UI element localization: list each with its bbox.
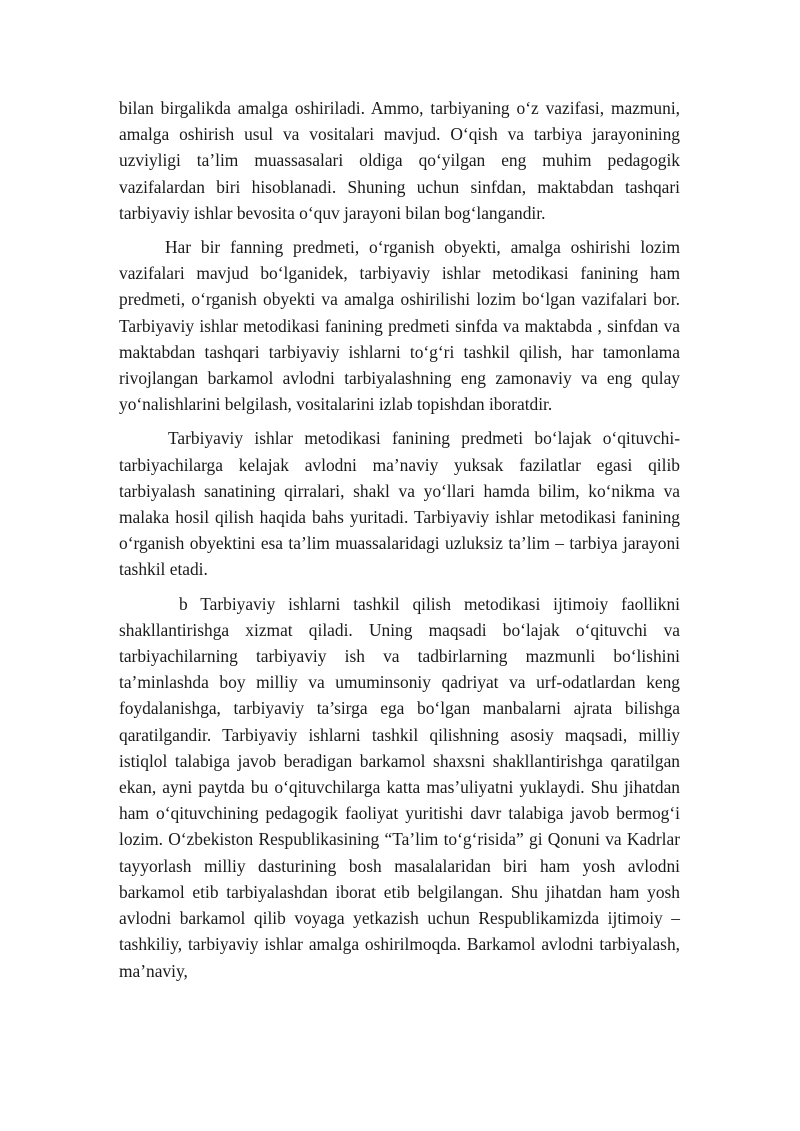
paragraph-4: b Tarbiyaviy ishlarni tashkil qilish metodikasi ijtimoiy faollikni shakllantirishga xizmat qiladi. Uning maqsadi bo‘lajak o‘qituvchi va tarbiyachilarning tarbiyaviy ish va tadbirlarning mazmunli bo‘lishini ta’minlashda boy milliy va umuminsoniy qadriyat va urf-odatlardan keng foydalanishga, tarbiyaviy ta’sirga ega bo‘lgan manbalarni ajrata bilishga qaratilgandir. Tarbiyaviy ishlarni tashkil qilishning asosiy maqsadi, milliy istiqlol talabiga javob beradigan barkamol shaxsni shakllantirishga qaratilgan ekan, ayni paytda bu o‘qituvchilarga katta mas’uliyatni yuklaydi. Shu jihatdan ham o‘qituvchining pedagogik faoliyat yuritishi davr talabiga javob bermog‘i lozim. O‘zbekiston Respublikasining “Ta’lim to‘g‘risida” gi Qonuni va Kadrlar tayyorlash milliy dasturining bosh masalalaridan biri ham yosh avlodni barkamol etib tarbiyalashdan iborat etib belgilangan. Shu jihatdan ham yosh avlodni barkamol qilib voyaga yetkazish uchun Respublikamizda ijtimoiy – tashkiliy, tarbiyaviy ishlar amalga oshirilmoqda. Barkamol avlodni tarbiyalash, ma’naviy, (119, 593, 680, 981)
document-page (119, 95, 680, 984)
paragraph-3: Tarbiyaviy ishlar metodikasi fanining predmeti bo‘lajak o‘qituvchi-tarbiyachilarga kelajak avlodni ma’naviy yuksak fazilatlar egasi qilib tarbiyalash sanatining qirralari, shakl va yo‘llari hamda bilim, ko‘nikma va malaka hosil qilish haqida bahs yuritadi. Tarbiyaviy ishlar metodikasi fanining o‘rganish obyektini esa ta’lim muassalaridagi uzluksiz ta’lim – tarbiya jarayoni tashkil etadi. (119, 428, 680, 580)
paragraph-1: bilan birgalikda amalga oshiriladi. Ammo, tarbiyaning o‘z vazifasi, mazmuni, amalga oshirish usul va vositalari mavjud. O‘qish va tarbiya jarayonining uzviyligi ta’lim muassasalari oldiga qo‘yilgan eng muhim pedagogik vazifalardan biri hisoblanadi. Shuning uchun sinfdan, maktabdan tashqari tarbiyaviy ishlar bevosita o‘quv jarayoni bilan bog‘langandir. (119, 98, 680, 223)
paragraph-2: Har bir fanning predmeti, o‘rganish obyekti, amalga oshirishi lozim vazifalari mavjud bo‘lganidek, tarbiyaviy ishlar metodikasi fanining ham predmeti, o‘rganish obyekti va amalga oshirilishi lozim bo‘lgan vazifalari bor. Tarbiyaviy ishlar metodikasi fanining predmeti sinfda va maktabda , sinfdan va maktabdan tashqari tarbiyaviy ishlarni to‘g‘ri tashkil qilish, har tamonlama rivojlangan barkamol avlodni tarbiyalashning eng zamonaviy va eng qulay yo‘nalishlarini belgilash, vositalarini izlab topishdan iboratdir. (119, 237, 680, 415)
